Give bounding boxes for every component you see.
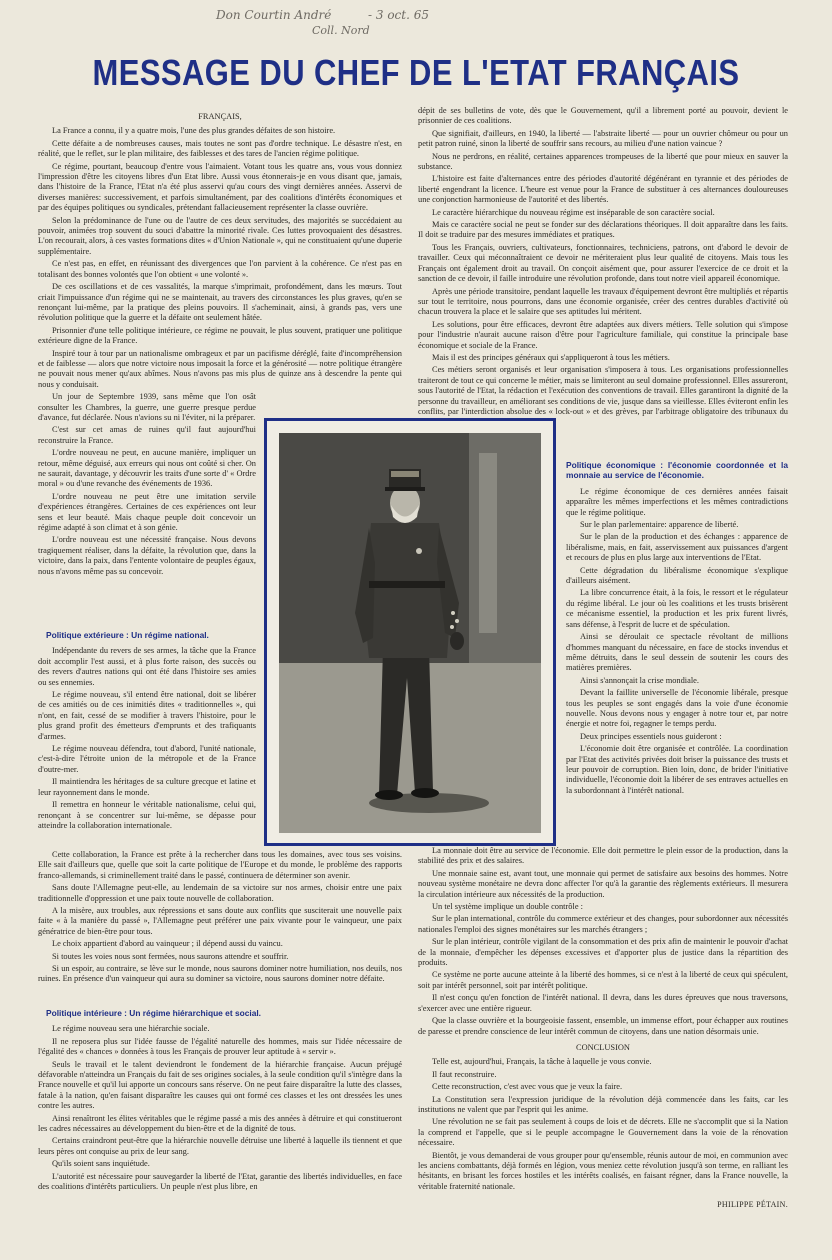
- handwritten-date: - 3 oct. 65: [368, 8, 429, 22]
- paragraph: Ainsi renaîtront les élites véritables que le régime passé a mis des années à détruire et qui constitueront les cadres nécessaires au développement du bien-être et de la dignité de tous.: [38, 1113, 402, 1134]
- paragraph: Le régime nouveau défendra, tout d'abord, l'unité nationale, c'est-à-dire l'étroite union de la métropole et de la France d'outre-mer.: [38, 744, 256, 774]
- paragraph: La France a connu, il y a quatre mois, l'une des plus grandes défaites de son histoire.: [52, 126, 336, 136]
- paragraph: Ce régime, pourtant, beaucoup d'entre vous l'aimaient. Votant tous les quatre ans, vous vous donniez l'impression d'être les citoyens libres d'un Etat libre. Aussi vous étonnerais-je en vous disant que, jamais, dans l'histoire de la France, l'Etat n'a été plus asservi qu'au cours des vingt dernières années. Asservi de diverses manières: successivement, et parfois simultanément, par des coalitions d'intérêts économiques et par des équipes politiques ou syndicales, prétendant fallacieusement représenter la classe ouvrière.: [38, 161, 402, 213]
- paragraph: Il maintiendra les héritages de sa culture grecque et latine et leur rayonnement dans le monde.: [38, 777, 256, 797]
- poster-title: MESSAGE DU CHEF DE L'ETAT FRANÇAIS: [92, 52, 740, 93]
- paragraph: Après une période transitoire, pendant laquelle les travaux d'équipement devront être multipliés et répartis sur tout le territoire, nous pourrons, dans une économie organisée, créer des centres durables d'activité où chacun trouvera la place et le salaire que ses aptitudes lui méritent.: [418, 286, 788, 317]
- paragraph: Si un espoir, au contraire, se lève sur le monde, nous saurons dominer notre humiliation, nos deuils, nos ruines. En présence d'un vainqueur qui aura su dominer sa victoire, nous saurons dominer notre défaite.: [38, 964, 402, 984]
- paragraph: Sans doute l'Allemagne peut-elle, au lendemain de sa victoire sur nos armes, choisir entre une paix traditionnelle d'oppression et une paix toute nouvelle de collaboration.: [38, 883, 402, 903]
- paragraph: L'autorité est nécessaire pour sauvegarder la liberté de l'Etat, garantie des libertés individuelles, en face des coalitions d'intérêts particuliers. Un peuple n'est plus libre, en: [38, 1171, 402, 1192]
- paragraph: Prisonnier d'une telle politique intérieure, ce régime ne pouvait, le plus souvent, pratiquer une politique extérieure digne de la France.: [38, 325, 402, 346]
- paragraph: Nous ne perdrons, en réalité, certaines apparences trompeuses de la liberté que pour mieux en sauver la substance.: [418, 151, 788, 172]
- paragraph: Ce n'est pas, en effet, en réunissant des divergences que l'on parvient à la cohérence. Ce n'est pas en totalisant des bonnes volontés que l'on obtient « une volonté ».: [38, 259, 402, 279]
- paragraph: A la misère, aux troubles, aux répressions et sans doute aux conflits que susciterait une nouvelle paix faite « à la manière du passé », l'Allemagne peut préférer une paix vivante pour le vainqueur, une paix génératrice de bien-être pour tous.: [38, 906, 402, 936]
- paragraph: C'est sur cet amas de ruines qu'il faut aujourd'hui reconstruire la France.: [38, 425, 256, 445]
- paragraph: Sur le plan international, contrôle du commerce extérieur et des changes, pour subordonner aux nécessités nationales l'emploi des signes monétaires sur les marchés étrangers ;: [418, 914, 788, 934]
- paragraph: Que signifiait, d'ailleurs, en 1940, la liberté — l'abstraite liberté — pour un ouvrier chômeur ou pour un petit patron ruiné, sinon la liberté de souffrir sans recours, au milieu d'une nation vaincue ?: [418, 128, 788, 149]
- section-heading-domestic-policy: Politique intérieure : Un régime hiérarchique et social.: [46, 1008, 262, 1018]
- paragraph: L'ordre nouveau ne peut, en aucune manière, impliquer un retour, même déguisé, aux erreurs qui nous ont coûté si cher. On ne saurait, davantage, y découvrir les traits d'une sorte d' « Ordre moral » ou d'une revanche des événements de 1936.: [38, 448, 256, 489]
- section-heading-foreign-policy: Politique extérieure : Un régime national.: [46, 630, 209, 640]
- paragraph: Un jour de Septembre 1939, sans même que l'on osât consulter les Chambres, la guerre, une guerre presque perdue d'avance, fut déclarée. Nous n'avions su ni l'éviter, ni la préparer.: [38, 392, 256, 422]
- paragraph: Le régime économique de ces dernières années faisait apparaître les mêmes imperfections et les mêmes contradictions que le régime politique.: [566, 486, 788, 517]
- paragraph: Ainsi se déroulait ce spectacle révoltant de millions d'hommes manquant du nécessaire, en face de stocks invendus et même détruits, dans le seul dessein de soutenir les cours des matières premières.: [566, 632, 788, 673]
- paragraph: Le régime nouveau sera une hiérarchie sociale.: [52, 1024, 210, 1034]
- paragraph: La Constitution sera l'expression juridique de la révolution déjà commencée dans les faits, car les institutions ne valent que par l'esprit qui les anime.: [418, 1094, 788, 1114]
- paragraph: De ces oscillations et de ces vassalités, la marque s'imprimait, profondément, dans les mœurs. Tout criait l'impuissance d'un régime qui ne se maintenait, au travers des circonstances les plus graves, qu'en se renonçant lui-même, par la pratique des pleins pouvoirs. Il s'acheminait, ainsi, à grands pas, vers une révolution politique que la guerre et la défaite ont seulement hâtée.: [38, 282, 402, 323]
- conclusion-heading: CONCLUSION: [576, 1042, 630, 1052]
- paragraph: Cette défaite a de nombreuses causes, mais toutes ne sont pas d'ordre technique. Le désastre n'est, en réalité, que le reflet, sur le plan militaire, des faiblesses et des tares de l'ancien régime politique.: [38, 138, 402, 159]
- paragraph: Il remettra en honneur le véritable nationalisme, celui qui, renonçant à se concentrer sur lui-même, se dépasse pour atteindre la collaboration internationale.: [38, 800, 256, 830]
- paragraph: Bientôt, je vous demanderai de vous grouper pour qu'ensemble, réunis autour de moi, en communion avec les anciens combattants, déjà formés en légion, vous meniez cette révolution jusqu'à son terme, en ralliant les hésitants, en brisant les forces hostiles et les intérêts coalisés, en faisant régner, dans la France nouvelle, la véritable fraternité nationale.: [418, 1150, 788, 1191]
- paragraph: L'ordre nouveau est une nécessité française. Nous devons tragiquement réaliser, dans la défaite, la révolution que, dans la victoire, dans la paix, dans l'entente volontaire de peuples égaux, nous n'avons même pas su concevoir.: [38, 535, 256, 576]
- paragraph: Seuls le travail et le talent deviendront le fondement de la hiérarchie française. Aucun préjugé défavorable n'atteindra un Français du fait de ses origines sociales, à la seule condition qu'il s'intègre dans la France nouvelle et qu'il lui apporte un concours sans réserve. On ne peut faire disparaître la lutte des classes, fatale à la nation, qu'en faisant disparaître les causes qui ont formé ces classes et les ont dressées les unes contre les autres.: [38, 1059, 402, 1111]
- paragraph: Tous les Français, ouvriers, cultivateurs, fonctionnaires, techniciens, patrons, ont d'abord le devoir de travailler. Ceux qui méconnaîtraient ce devoir ne mériteraient plus leur qualité de citoyens. Mais tous les Français ont également droit au travail. On conçoit aisément que, pour assurer l'exercice de ce droit et la sanction de ce devoir, il faille introduire une révolution profonde, dans tout notre vieil appareil économique.: [418, 242, 788, 284]
- paragraph: Indépendante du revers de ses armes, la tâche que la France doit accomplir l'est aussi, et à plus forte raison, des succès ou des revers d'autres nations qui ont été dans l'histoire ses amies ou ses ennemies.: [38, 646, 256, 687]
- paragraph: Cette reconstruction, c'est avec vous que je veux la faire.: [432, 1082, 623, 1092]
- paragraph: L'économie doit être organisée et contrôlée. La coordination par l'Etat des activités privées doit briser la puissance des trusts et leur pouvoir de corruption. Bien loin, donc, de brider l'initiative individuelle, l'économie doit la libérer de ses entraves actuelles en la subordonnant à l'intérêt national.: [566, 744, 788, 795]
- salutation: FRANÇAIS,: [198, 112, 242, 121]
- paragraph: Le choix appartient d'abord au vainqueur ; il dépend aussi du vaincu.: [52, 939, 283, 949]
- paragraph: La libre concurrence était, à la fois, le ressort et le régulateur du régime libéral. Le jour où les coalitions et les trusts brisèrent ce mécanisme essentiel, la production et les prix furent livrés, sans défense, à l'esprit de lucre et de spéculation.: [566, 588, 788, 629]
- left-column-lower: [38, 850, 402, 987]
- right-column-top: [418, 106, 788, 430]
- paragraph: Sur le plan intérieur, contrôle vigilant de la consommation et des prix afin de maintenir le pouvoir d'achat de la monnaie, d'empêcher les dépenses excessives et d'apporter plus de justice dans la répartition des produits.: [418, 937, 788, 968]
- paragraph: Cette dégradation du libéralisme économique s'explique d'ailleurs aisément.: [566, 565, 788, 586]
- paragraph: Les solutions, pour être efficaces, devront être adaptées aux divers métiers. Telle solution qui s'impose pour l'industrie n'aurait aucune raison d'être pour l'agriculture familiale, qui constitue la principale base économique et sociale de la France.: [418, 319, 788, 350]
- paragraph: Selon la prédominance de l'une ou de l'autre de ces deux servitudes, des majorités se succédaient au pouvoir, animées trop souvent du souci d'abattre la minorité rivale. Ces luttes provoquaient des désastres. L'on recourait, alors, à ces vastes formations dites « d'Union Nationale », qui ne constituaient qu'une duperie supplémentaire.: [38, 215, 402, 256]
- paragraph: Inspiré tour à tour par un nationalisme ombrageux et par un pacifisme déréglé, faite d'incompréhension et de faiblesse — alors que notre victoire nous imposait la force et la générosité — notre politique étrangère ne pouvait nous mener qu'aux abîmes. Nous n'avons pas mis plus de quinze ans à descendre la pente qui nous y conduisait.: [38, 348, 402, 389]
- right-column-narrow: [566, 454, 788, 798]
- paragraph: Qu'ils soient sans inquiétude.: [52, 1159, 150, 1169]
- paragraph: Deux principes essentiels nous guideront :: [580, 731, 722, 741]
- paragraph: Un tel système implique un double contrôle :: [432, 902, 583, 912]
- left-column-bottom: [38, 1002, 402, 1195]
- left-column-narrow: [38, 624, 256, 833]
- paragraph: Mais il est des principes généraux qui s'appliqueront à tous les métiers.: [432, 352, 670, 362]
- paragraph: Ainsi s'annonçait la crise mondiale.: [580, 675, 699, 685]
- paragraph: Telle est, aujourd'hui, Français, la tâche à laquelle je vous convie.: [432, 1057, 652, 1067]
- handwritten-note: Don Courtin André: [216, 8, 332, 22]
- section-heading-economic-policy: Politique économique : l'économie coordonnée et la monnaie au service de l'économie.: [566, 460, 788, 481]
- paragraph: Certains craindront peut-être que la hiérarchie nouvelle détruise une liberté à laquelle ils tiennent et que leurs pères ont conquise au prix de leur sang.: [38, 1136, 402, 1156]
- paragraph: Mais ce caractère social ne peut se fonder sur des déclarations théoriques. Il doit apparaître dans les faits. Il doit se traduire par des mesures immédiates et pratiques.: [418, 220, 788, 240]
- paragraph: Ces métiers seront organisés et leur organisation s'imposera à tous. Les organisations professionnelles traiteront de tout ce qui concerne le métier, mais se limiteront au seul domaine professionnel. Elles assureront, sous l'autorité de l'Etat, la rédaction et l'exécution des conventions de travail. Elles garantiront la dignité de la personne du travailleur, en améliorant ses conditions de vie, jusque dans sa vieillesse. Elles éviteront enfin les conflits, par l'interdiction absolue des « lock-out » et des grèves, par l'arbitrage obligatoire des tribunaux du: [418, 365, 788, 416]
- paragraph: Cette collaboration, la France est prête à la rechercher dans tous les domaines, avec tous ses voisins. Elle sait d'ailleurs que, quelle que soit la carte politique de l'Europe et du monde, le problème des rapports franco-allemands, si criminellement traité dans le passé, continuera de déterminer son avenir.: [38, 850, 402, 880]
- paragraph: L'histoire est faite d'alternances entre des périodes d'autorité dégénérant en tyrannie et des périodes de liberté engendrant la licence. L'heure est venue pour la France de substituer à ces alternances douloureuses une conjonction harmonieuse de l'autorité et des libertés.: [418, 174, 788, 205]
- paragraph: Le caractère hiérarchique du nouveau régime est inséparable de son caractère social.: [432, 207, 715, 217]
- paragraph: La monnaie doit être au service de l'économie. Elle doit permettre le plein essor de la production, dans la stabilité des prix et des salaires.: [418, 846, 788, 866]
- paragraph: Il faut reconstruire.: [432, 1069, 497, 1079]
- handwritten-collection: Coll. Nord: [312, 24, 370, 37]
- paragraph: Sur le plan de la production et des échanges : apparence de libéralisme, mais, en fait, asservissement aux puissances d'argent et recours de plus en plus large aux interventions de l'Etat.: [566, 532, 788, 563]
- paragraph: Devant la faillite universelle de l'économie libérale, presque tous les peuples se sont engagés dans la voie d'une économie nouvelle. Nous devons nous y engager à notre tour et, par notre énergie et notre foi, regagner le temps perdu.: [566, 688, 788, 729]
- paragraph: L'ordre nouveau ne peut être une imitation servile d'expériences étrangères. Certaines de ces expériences ont leur sens et leur beauté. Mais chaque peuple doit concevoir un régime adapté à son climat et à son génie.: [38, 491, 256, 533]
- paragraph: dépit de ses bulletins de vote, dès que le Gouvernement, qu'il a librement porté au pouvoir, devient le prisonnier de ces coalitions.: [418, 106, 788, 126]
- paragraph: Le régime nouveau, s'il entend être national, doit se libérer de ces amitiés ou de ces inimitiés dites « traditionnelles », qui n'ont, en fait, cessé de se modifier à travers l'histoire, pour le plus grand profit des émetteurs d'emprunts et des trafiquants d'armes.: [38, 690, 256, 741]
- marshal-figure-icon: [279, 433, 541, 833]
- paragraph: Ce système ne porte aucune atteinte à la liberté des hommes, si ce n'est à la liberté de ceux qui spéculent, soit par intérêt personnel, soit par intérêt politique.: [418, 970, 788, 990]
- paragraph: Que la classe ouvrière et la bourgeoisie fassent, ensemble, un immense effort, pour échapper aux routines de paresse et prendre conscience de leur intérêt commun de citoyens, dans une nation désormais unie.: [418, 1016, 788, 1036]
- portrait-frame: [264, 418, 556, 846]
- paragraph: Il ne reposera plus sur l'idée fausse de l'égalité naturelle des hommes, mais sur l'idée nécessaire de l'égalité des « chances » données à tous les Français de prouver leur aptitude à « servir ».: [38, 1036, 402, 1057]
- paragraph: Une monnaie saine est, avant tout, une monnaie qui permet de satisfaire aux besoins des hommes. Notre nouveau système monétaire ne devra donc affecter l'or qu'à la garantie des règlements extérieurs. Il mesurera la circulation intérieure aux nécessités de la production.: [418, 868, 788, 899]
- signature: PHILIPPE PÉTAIN.: [717, 1200, 788, 1210]
- portrait-photo: [279, 433, 541, 833]
- paragraph: Sur le plan parlementaire: apparence de liberté.: [580, 520, 739, 530]
- paragraph: Une révolution ne se fait pas seulement à coups de lois et de décrets. Elle ne s'accomplit que si la Nation la comprend et l'appelle, que si le peuple accompagne le Gouvernement dans la voie de la rénovation nécessaire.: [418, 1117, 788, 1148]
- paragraph: Si toutes les voies nous sont fermées, nous saurons attendre et souffrir.: [52, 951, 289, 961]
- paragraph: Il n'est conçu qu'en fonction de l'intérêt national. Il devra, dans les dures épreuves que nous traversons, s'exercer avec une entière rigueur.: [418, 993, 788, 1013]
- right-column-lower: [418, 846, 788, 1211]
